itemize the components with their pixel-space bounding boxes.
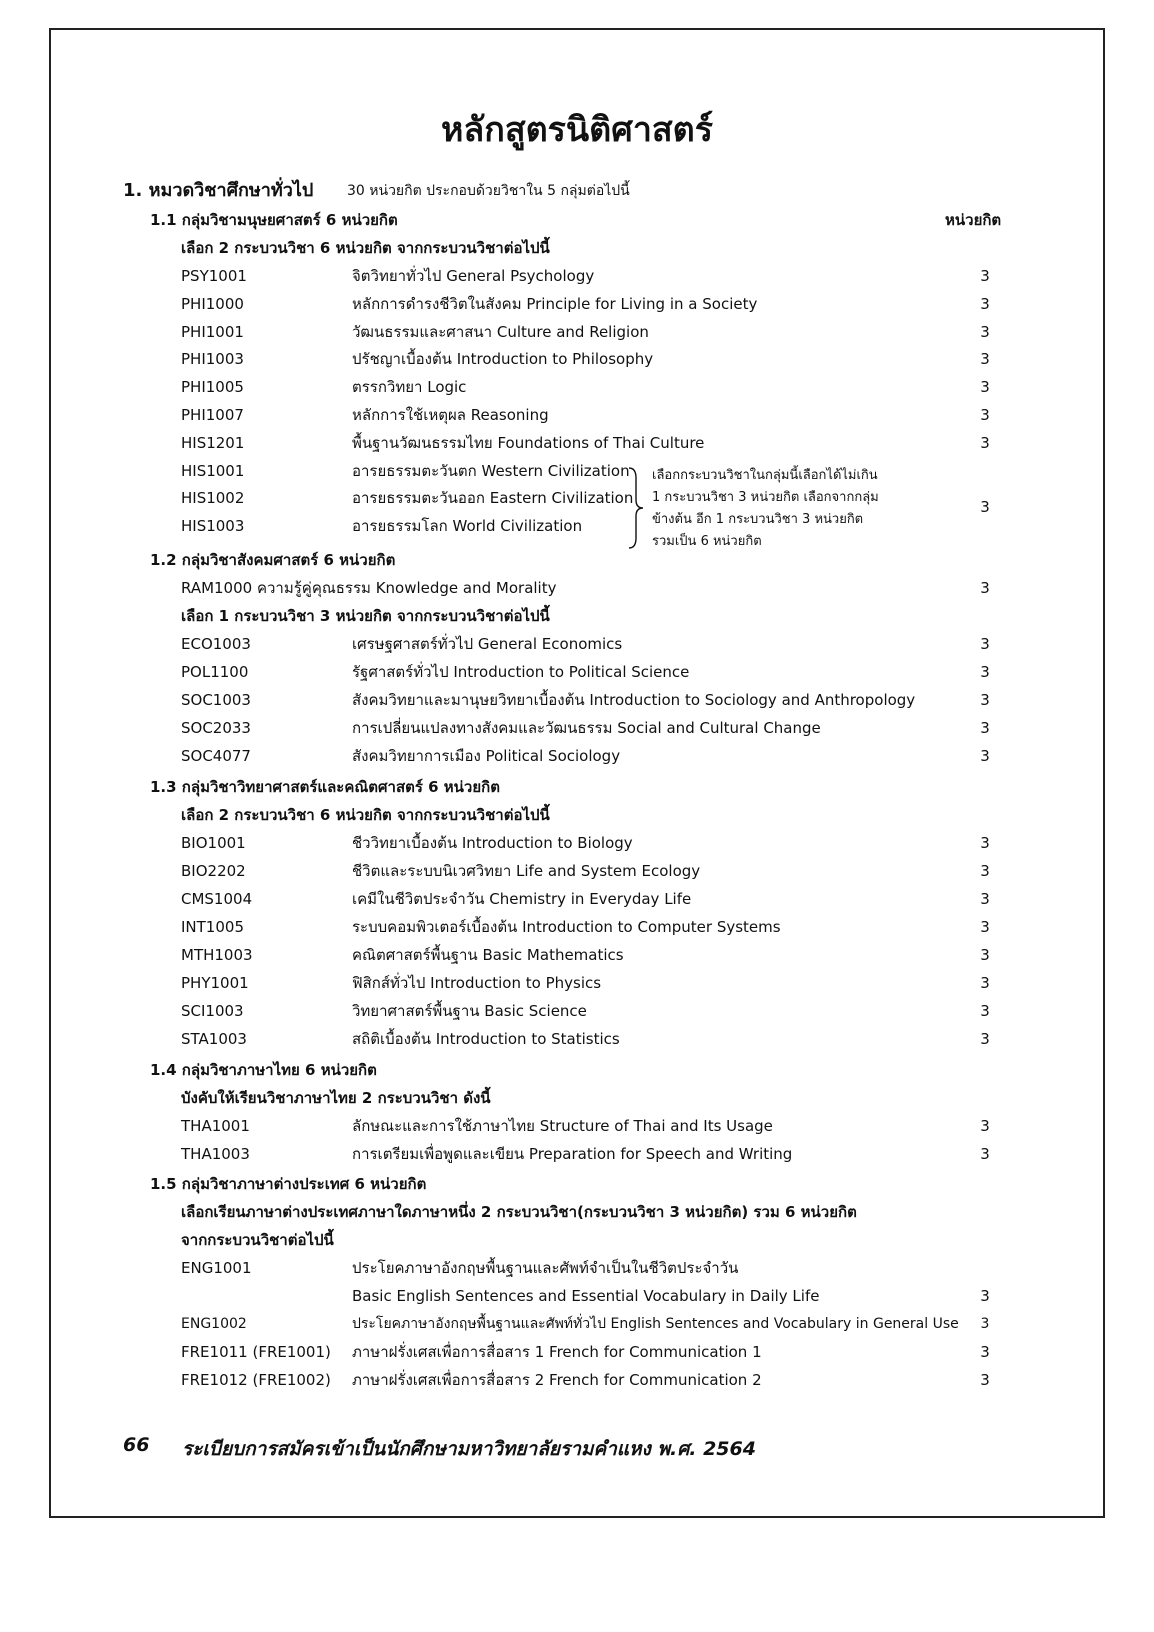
course-credit: 3 [980, 1030, 990, 1048]
course-code: FRE1011 (FRE1001) [181, 1343, 331, 1361]
course-credit: 3 [980, 1002, 990, 1020]
ram1000-credit: 3 [980, 579, 990, 597]
course-name: ภาษาฝรั่งเศสเพื่อการสื่อสาร 2 French for Communication 2 [352, 1371, 762, 1389]
page-number: 66 [123, 1434, 150, 1456]
course-name: วิทยาศาสตร์พื้นฐาน Basic Science [352, 1002, 587, 1020]
course-code: HIS1002 [181, 489, 245, 508]
course-code: SOC2033 [181, 719, 251, 737]
course-credit: 3 [980, 663, 990, 681]
course-code: PHI1000 [181, 294, 244, 313]
course-name: การเปลี่ยนแปลงทางสังคมและวัฒนธรรม Social and Cultural Change [352, 719, 821, 737]
course-name: หลักการดำรงชีวิตในสังคม Principle for Living in a Society [352, 294, 758, 313]
course-credit: 3 [980, 834, 990, 852]
course-name: หลักการใช้เหตุผล Reasoning [352, 406, 549, 424]
course-code: PHI1001 [181, 322, 244, 341]
course-name: สถิติเบื้องต้น Introduction to Statistics [352, 1030, 620, 1048]
group-1-5-heading: 1.5 กลุ่มวิชาภาษาต่างประเทศ 6 หน่วยกิต [150, 1175, 427, 1193]
course-code: THA1001 [181, 1117, 250, 1135]
group-1-3-instruction: เลือก 2 กระบวนวิชา 6 หน่วยกิต จากกระบวนวิชาต่อไปนี้ [181, 806, 550, 824]
course-code: SOC4077 [181, 747, 251, 765]
group-1-1-instruction: เลือก 2 กระบวนวิชา 6 หน่วยกิต จากกระบวนวิชาต่อไปนี้ [181, 239, 550, 257]
course-name: อารยธรรมตะวันตก Western Civilization [352, 461, 630, 480]
course-name: จิตวิทยาทั่วไป General Psychology [352, 267, 595, 285]
course-name: การเตรียมเพื่อพูดและเขียน Preparation for Speech and Writing [352, 1145, 793, 1163]
course-code: INT1005 [181, 918, 244, 936]
course-name: สังคมวิทยาการเมือง Political Sociology [352, 747, 621, 765]
course-name: พื้นฐานวัฒนธรรมไทย Foundations of Thai Culture [352, 433, 705, 452]
course-credit: 3 [980, 946, 990, 964]
course-credit: 3 [980, 267, 990, 285]
course-credit: 3 [980, 1343, 990, 1361]
course-code: PSY1001 [181, 267, 247, 285]
course-credit: 3 [980, 747, 990, 765]
course-credit: 3 [980, 974, 990, 992]
course-code: ENG1001 [181, 1259, 252, 1277]
course-credit: 3 [980, 406, 990, 424]
course-name: ชีวิตและระบบนิเวศวิทยา Life and System Ecology [352, 862, 701, 880]
course-name: ตรรกวิทยา Logic [352, 378, 467, 397]
course-code: POL1100 [181, 663, 249, 681]
group-1-5-instruction-2: จากกระบวนวิชาต่อไปนี้ [181, 1231, 334, 1249]
section-1-heading: 1. หมวดวิชาศึกษาทั่วไป [123, 180, 314, 201]
course-credit: 3 [980, 1371, 990, 1389]
course-code: SCI1003 [181, 1002, 244, 1020]
group-1-4-instruction: บังคับให้เรียนวิชาภาษาไทย 2 กระบวนวิชา ดังนี้ [181, 1089, 491, 1107]
course-name: ประโยคภาษาอังกฤษพื้นฐานและศัพท์ทั่วไป English Sentences and Vocabulary in General Use [352, 1316, 959, 1332]
course-credit: 3 [980, 350, 990, 369]
group-1-5-instruction: เลือกเรียนภาษาต่างประเทศภาษาใดภาษาหนึ่ง 2 กระบวนวิชา(กระบวนวิชา 3 หน่วยกิต) รวม 6 หน่วยกิต [181, 1203, 857, 1221]
course-code: BIO1001 [181, 834, 246, 852]
course-code: PHI1005 [181, 378, 244, 397]
bracket-icon [627, 466, 645, 550]
course-credit: 3 [980, 918, 990, 936]
course-name: อารยธรรมโลก World Civilization [352, 517, 583, 536]
course-code: MTH1003 [181, 946, 253, 964]
course-credit: 3 [980, 294, 990, 313]
course-code: ENG1002 [181, 1316, 247, 1332]
course-name: ระบบคอมพิวเตอร์เบื้องต้น Introduction to Computer Systems [352, 918, 781, 936]
course-code: THA1003 [181, 1145, 250, 1163]
course-credit: 3 [980, 719, 990, 737]
course-code: FRE1012 (FRE1002) [181, 1371, 331, 1389]
credit-column-header: หน่วยกิต [945, 211, 1002, 229]
ram1000-course: RAM1000 ความรู้คู่คุณธรรม Knowledge and Morality [181, 579, 557, 597]
group-1-4-heading: 1.4 กลุ่มวิชาภาษาไทย 6 หน่วยกิต [150, 1061, 377, 1079]
course-name: ภาษาฝรั่งเศสเพื่อการสื่อสาร 1 French for Communication 1 [352, 1343, 762, 1361]
course-credit: 3 [980, 890, 990, 908]
course-name: วัฒนธรรมและศาสนา Culture and Religion [352, 322, 649, 341]
course-code: HIS1001 [181, 461, 245, 480]
his-group-note [652, 465, 912, 553]
course-credit: 3 [980, 378, 990, 397]
section-1-description: 30 หน่วยกิต ประกอบด้วยวิชาใน 5 กลุ่มต่อไปนี้ [347, 183, 630, 199]
course-name: ปรัชญาเบื้องต้น Introduction to Philosophy [352, 350, 654, 369]
course-code: HIS1201 [181, 433, 245, 452]
course-code: ECO1003 [181, 635, 251, 653]
footer-text: ระเบียบการสมัครเข้าเป็นนักศึกษามหาวิทยาลัยรามคำแหง พ.ศ. 2564 [182, 1438, 756, 1460]
course-name: ประโยคภาษาอังกฤษพื้นฐานและศัพท์จำเป็นในชีวิตประจำวัน [352, 1259, 739, 1277]
course-name: อารยธรรมตะวันออก Eastern Civilization [352, 489, 634, 508]
his-group-credit: 3 [980, 498, 990, 516]
course-name: สังคมวิทยาและมานุษยวิทยาเบื้องต้น Introduction to Sociology and Anthropology [352, 691, 916, 709]
course-name-english: Basic English Sentences and Essential Vocabulary in Daily Life [352, 1287, 820, 1305]
group-1-3-heading: 1.3 กลุ่มวิชาวิทยาศาสตร์และคณิตศาสตร์ 6 หน่วยกิต [150, 778, 500, 796]
group-1-2-heading: 1.2 กลุ่มวิชาสังคมศาสตร์ 6 หน่วยกิต [150, 551, 396, 569]
course-code: CMS1004 [181, 890, 253, 908]
course-name: เศรษฐศาสตร์ทั่วไป General Economics [352, 635, 623, 653]
course-credit: 3 [980, 322, 990, 341]
course-code: PHI1003 [181, 350, 244, 369]
course-name: คณิตศาสตร์พื้นฐาน Basic Mathematics [352, 946, 624, 964]
page-title: หลักสูตรนิติศาสตร์ [440, 110, 714, 150]
course-code: BIO2202 [181, 862, 246, 880]
course-credit: 3 [980, 691, 990, 709]
group-1-1-heading: 1.1 กลุ่มวิชามนุษยศาสตร์ 6 หน่วยกิต [150, 211, 398, 229]
course-credit: 3 [980, 1287, 990, 1305]
course-code: SOC1003 [181, 691, 251, 709]
course-credit: 3 [980, 862, 990, 880]
course-name: เคมีในชีวิตประจำวัน Chemistry in Everyday Life [352, 890, 692, 908]
his-note-line: 1 กระบวนวิชา 3 หน่วยกิต เลือกจากกลุ่ม [652, 490, 879, 505]
course-credit: 3 [980, 635, 990, 653]
course-name: รัฐศาสตร์ทั่วไป Introduction to Political Science [352, 663, 690, 681]
course-code: PHY1001 [181, 974, 249, 992]
his-note-line: รวมเป็น 6 หน่วยกิต [652, 534, 762, 549]
course-code: HIS1003 [181, 517, 245, 536]
group-1-2-instruction: เลือก 1 กระบวนวิชา 3 หน่วยกิต จากกระบวนวิชาต่อไปนี้ [181, 607, 550, 625]
course-credit: 3 [980, 1117, 990, 1135]
course-credit: 3 [980, 433, 990, 452]
his-note-line: เลือกกระบวนวิชาในกลุ่มนี้เลือกได้ไม่เกิน [652, 468, 878, 483]
course-name: ลักษณะและการใช้ภาษาไทย Structure of Thai and Its Usage [352, 1117, 773, 1135]
course-name: ชีววิทยาเบื้องต้น Introduction to Biology [352, 834, 633, 852]
his-note-line: ข้างต้น อีก 1 กระบวนวิชา 3 หน่วยกิต [652, 512, 864, 527]
course-name: ฟิสิกส์ทั่วไป Introduction to Physics [352, 974, 602, 992]
course-credit: 3 [980, 1316, 990, 1332]
course-code: STA1003 [181, 1030, 247, 1048]
course-credit: 3 [980, 1145, 990, 1163]
course-code: PHI1007 [181, 406, 244, 424]
